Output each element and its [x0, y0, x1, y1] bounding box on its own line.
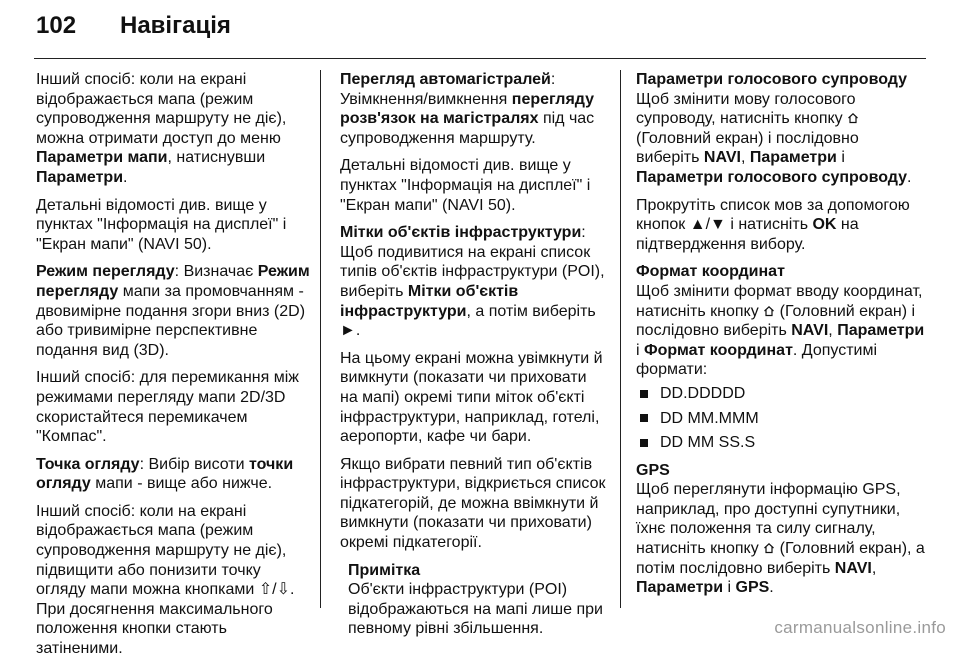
- section-gps: [636, 461, 926, 598]
- list-item: DD MM SS.S: [636, 433, 926, 453]
- paragraph: Точка огляду: Вибір висоти точки огляду мапи - вище або нижче.: [36, 455, 294, 493]
- home-icon: [847, 112, 859, 124]
- paragraph: Якщо вибрати певний тип об'єктів інфраструктури, відкриється список підкатегорій, де можна ввімкнути й вимкнути (показати чи приховати) окремі підкатегорії.: [340, 455, 606, 552]
- home-icon: [763, 305, 775, 317]
- note-title: Примітка: [348, 561, 421, 579]
- note-box: [348, 561, 608, 639]
- watermark: carmanualsonline.info: [774, 618, 946, 637]
- chapter-title: Навігація: [120, 12, 231, 39]
- header-rule: [34, 58, 926, 59]
- section-title: Формат координат: [636, 263, 785, 281]
- right-arrow-symbol: ►: [340, 322, 356, 340]
- list-item: DD.DDDDD: [636, 384, 926, 404]
- paragraph: Детальні відомості див. вище у пунктах "Інформація на дисплеї" і "Екран мапи" (NAVI 50).: [36, 196, 287, 253]
- paragraph: Інший спосіб: для перемикання між режимами перегляду мапи 2D/3D скористайтеся перемикачем "Компас".: [36, 369, 299, 446]
- home-icon: [763, 542, 775, 554]
- paragraph: Детальні відомості див. вище у пунктах "Інформація на дисплеї" і "Екран мапи" (NAVI 50).: [340, 157, 591, 214]
- format-list: [636, 384, 926, 453]
- paragraph: Інший спосіб: коли на екрані відображається мапа (режим супроводження маршруту не діє), можна отримати доступ до меню Параметри мапи, натиснувши Параметри.: [36, 71, 287, 186]
- paragraph: Щоб змінити формат вводу координат, натисніть кнопку (Головний екран) і послідовно виберіть NAVI, Параметри і Формат координат. Допустимі формати:: [636, 282, 925, 379]
- paragraph: Перегляд автомагістралей: Увімкнення/вимкнення перегляду розв'язок на магістралях під час супроводження маршруту.: [340, 71, 595, 147]
- column-1: [36, 70, 314, 667]
- section-title: Параметри голосового супроводу: [636, 71, 908, 88]
- section-title: GPS: [636, 461, 670, 479]
- bullet-square-icon: [640, 439, 648, 447]
- bullet-square-icon: [640, 390, 648, 398]
- column-divider: [620, 70, 621, 608]
- page-number: 102: [36, 12, 77, 39]
- note-text: Об'єкти інфраструктури (POI) відображаються на мапі лише при певному рівні збільшення.: [348, 581, 603, 638]
- section-coordinate-format: [636, 262, 926, 452]
- paragraph: Прокрутіть список мов за допомогою кнопок ▲/▼ і натисніть OK на підтвердження вибору.: [636, 196, 910, 253]
- up-down-triangles-symbol: ▲/▼: [689, 216, 726, 234]
- bullet-square-icon: [640, 414, 648, 422]
- column-3: [636, 70, 926, 598]
- up-down-arrows-symbol: ⇧/⇩: [258, 581, 291, 599]
- page-header: [36, 12, 231, 50]
- column-2: [340, 70, 608, 639]
- list-item: DD MM.MMM: [636, 409, 926, 429]
- section-voice-guidance: [636, 70, 926, 188]
- paragraph: Інший спосіб: коли на екрані відображається мапа (режим супроводження маршруту не діє), підвищити або понизити точку огляду мапи можна кнопками ⇧/⇩. При досягнення максимального положення кнопки стають затіненими.: [36, 502, 295, 658]
- paragraph: На цьому екрані можна увімкнути й вимкнути (показати чи приховати на мапі) окремі типи міток об'єкті інфраструктури, наприклад, готелі, аеропорти, кафе чи бари.: [340, 349, 603, 446]
- paragraph: Режим перегляду: Визначає Режим перегляду мапи за промовчанням - двовимірне подання згори вниз (2D) або тривимірне перспективне подання вид (3D).: [36, 263, 310, 359]
- paragraph: Щоб переглянути інформацію GPS, наприклад, про доступні супутники, їхнє положення та силу сигналу, натисніть кнопку (Головний екран), а потім послідовно виберіть NAVI, Параметри і GPS.: [636, 481, 925, 597]
- paragraph: Мітки об'єктів інфраструктури: Щоб подивитися на екрані список типів об'єктів інфраструктури (POI), виберіть Мітки об'єктів інфраструктури, а потім виберіть ►.: [340, 224, 605, 340]
- paragraph: Щоб змінити мову голосового супроводу, натисніть кнопку (Головний екран) і послідовно виберіть NAVI, Параметри і Параметри голосового супроводу.: [636, 90, 912, 186]
- column-divider: [320, 70, 321, 608]
